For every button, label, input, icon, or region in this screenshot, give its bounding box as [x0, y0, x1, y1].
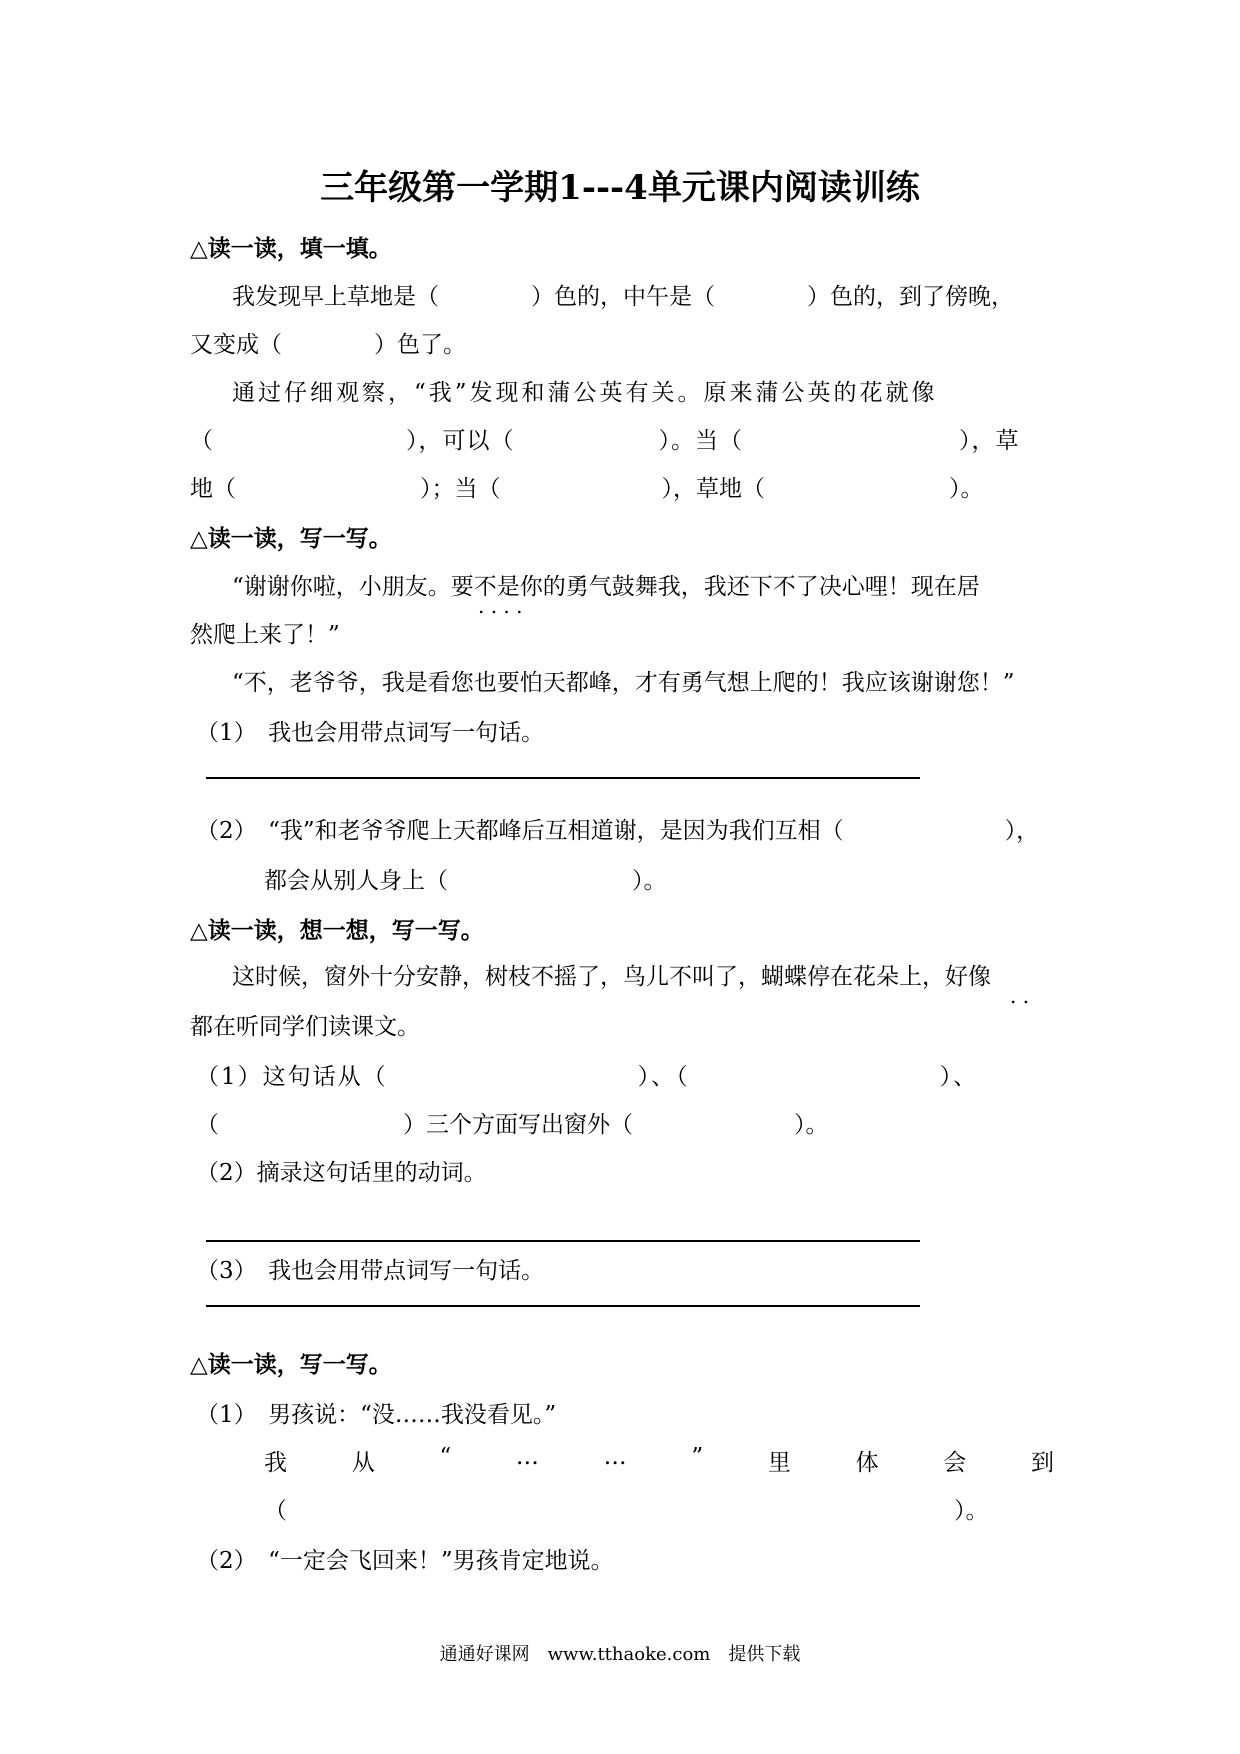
- answer-line: [206, 1305, 920, 1307]
- page-title: 三年级第一学期1---4单元课内阅读训练: [320, 168, 920, 208]
- question-2: （2） “我”和老爷爷爬上天都峰后互相道谢，是因为我们互相（ ），: [196, 818, 1040, 844]
- section-heading-4: △读一读，写一写。: [190, 1351, 392, 1378]
- section-heading-3: △读一读，想一想，写一写。: [190, 917, 484, 944]
- spread-line: [264, 1444, 1054, 1477]
- text-line: 通过仔细观察，“我”发现和蒲公英有关。原来蒲公英的花就像: [232, 380, 938, 406]
- question-3: （3） 我也会用带点词写一句话。: [196, 1258, 545, 1284]
- text-line: （ ）三个方面写出窗外（ ）。: [196, 1112, 829, 1138]
- text-line: 又变成（ ）色了。: [190, 332, 466, 358]
- answer-line: [206, 1240, 920, 1242]
- spread-word: 我: [264, 1450, 287, 1476]
- text-line: “谢谢你啦，小朋友。要不是你的勇气鼓舞我，我还下不了决心哩！现在居: [232, 574, 980, 600]
- text-line: 这时候，窗外十分安静，树枝不摇了，鸟儿不叫了，蝴蝶停在花朵上，好像: [232, 964, 991, 990]
- text-line: 都会从别人身上（ ）。: [264, 868, 667, 894]
- question-2: （2）摘录这句话里的动词。: [196, 1160, 487, 1186]
- text-line: （ ），可以（ ）。当（ ），草: [190, 428, 1020, 454]
- spread-word: 里: [767, 1450, 791, 1476]
- answer-line: [206, 777, 920, 779]
- spread-word: 体: [855, 1450, 879, 1476]
- question-1: （1）这句话从（ ）、（ ）、: [196, 1064, 979, 1090]
- section-heading-2: △读一读，写一写。: [190, 525, 392, 552]
- spread-word: …: [515, 1444, 539, 1470]
- text-line: 我发现早上草地是（ ）色的，中午是（ ）色的，到了傍晚，: [232, 284, 1014, 310]
- text-line: “不，老爷爷，我是看您也要怕天都峰，才有勇气想上爬的！我应该谢谢您！”: [232, 670, 1015, 696]
- text-line: 地（ ）；当（ ），草地（ ）。: [190, 476, 984, 502]
- footer: 通通好课网 www.tthaoke.com 提供下载: [439, 1644, 801, 1665]
- spread-word: “: [439, 1444, 452, 1470]
- spread-word: ”: [691, 1444, 704, 1470]
- spread-word: 从: [351, 1450, 375, 1476]
- spread-word: 会: [943, 1450, 967, 1476]
- text-line: （ ）。: [264, 1498, 989, 1524]
- text-line: 然爬上来了！”: [190, 622, 340, 648]
- question-2: （2） “一定会飞回来！”男孩肯定地说。: [196, 1548, 614, 1574]
- section-heading-1: △读一读，填一填。: [190, 235, 392, 262]
- question-1: （1） 我也会用带点词写一句话。: [196, 720, 545, 746]
- text-line: 都在听同学们读课文。: [190, 1014, 420, 1040]
- question-1: （1） 男孩说：“没……我没看见。”: [196, 1402, 557, 1428]
- spread-word: 到: [1031, 1450, 1054, 1476]
- emphasis-dots: . .: [1010, 984, 1030, 1008]
- spread-word: …: [603, 1444, 627, 1470]
- emphasis-dots: . . . .: [478, 594, 523, 618]
